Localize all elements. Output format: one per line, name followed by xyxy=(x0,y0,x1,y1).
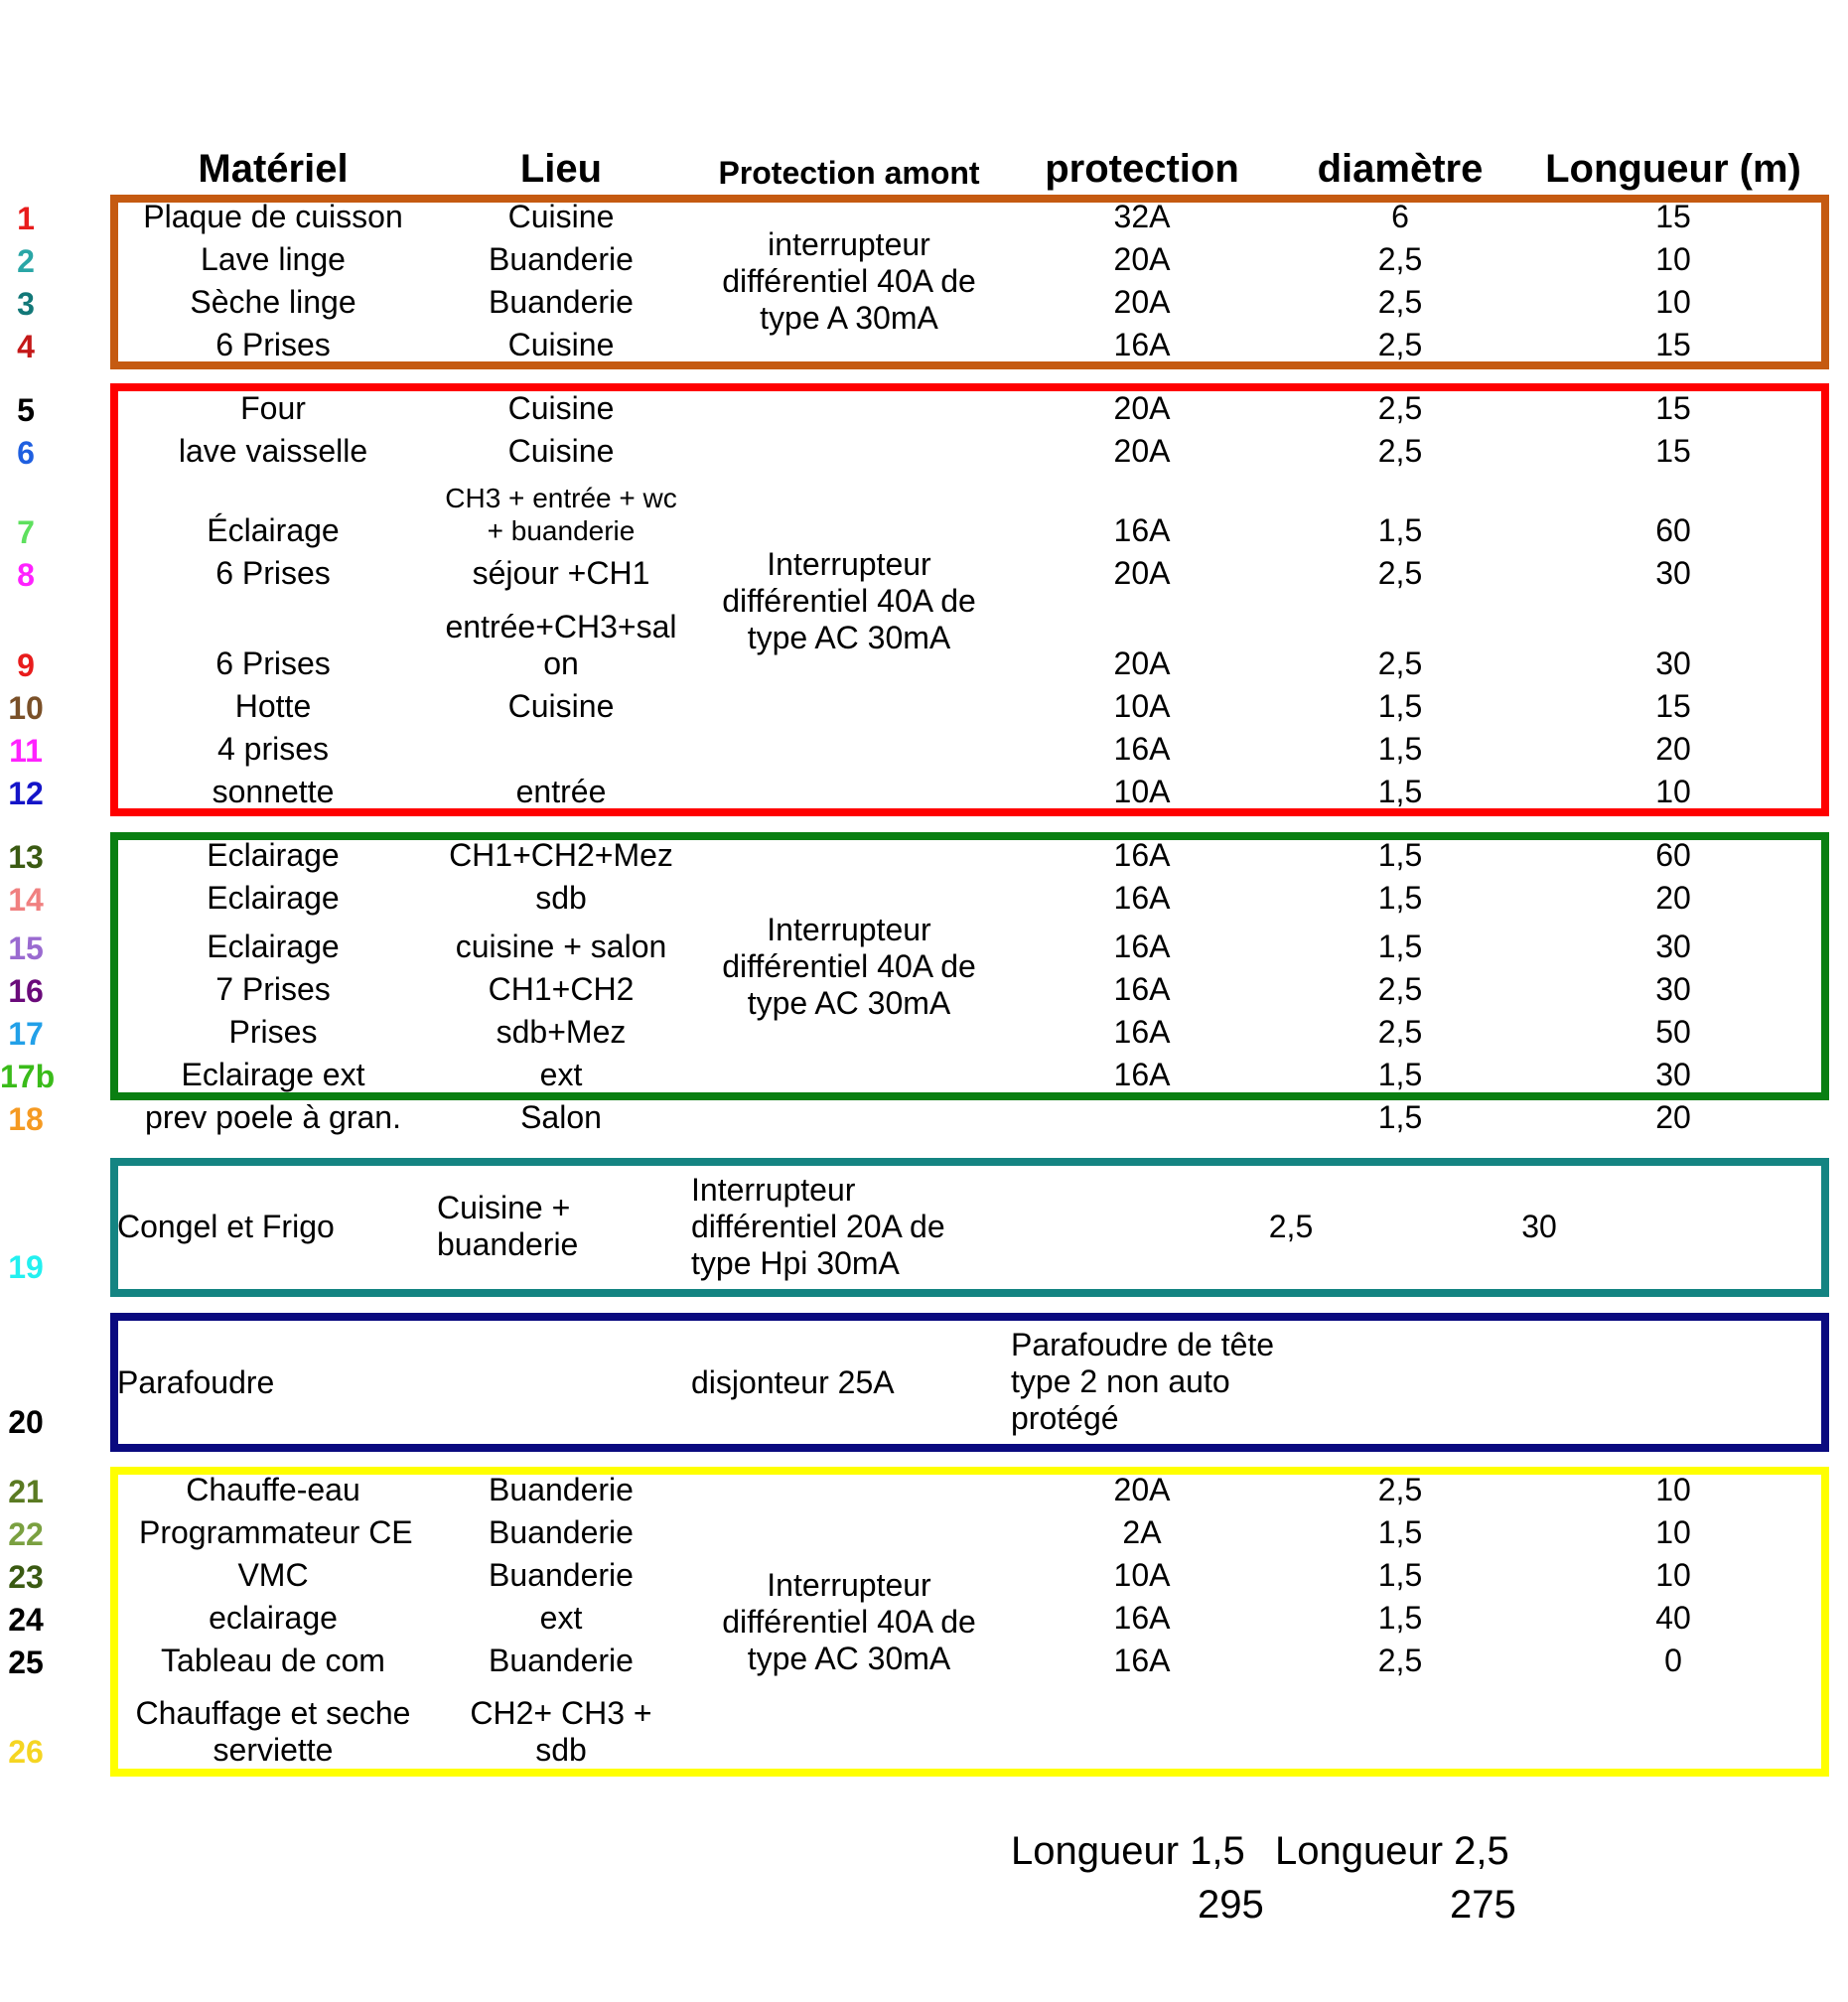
row-8-materiel: 6 Prises xyxy=(215,555,331,591)
row-9-materiel: 6 Prises xyxy=(215,645,331,681)
row-20-number: 20 xyxy=(8,1404,44,1440)
row-13-number: 13 xyxy=(8,839,44,875)
row-14-materiel: Eclairage xyxy=(207,880,340,916)
row-24-longueur: 40 xyxy=(1655,1600,1691,1636)
row-18-number: 18 xyxy=(8,1101,44,1137)
row-11-protection: 16A xyxy=(1113,731,1171,767)
row-23-longueur: 10 xyxy=(1655,1557,1691,1593)
row-5-longueur: 15 xyxy=(1655,390,1691,426)
row-13-lieu: CH1+CH2+Mez xyxy=(449,837,673,873)
row-2-number: 2 xyxy=(17,243,35,279)
row-26-materiel: Chauffage et seche serviette xyxy=(135,1695,411,1768)
row-22-lieu: Buanderie xyxy=(489,1514,634,1550)
row-16-lieu: CH1+CH2 xyxy=(488,971,635,1007)
row-2-diametre: 2,5 xyxy=(1377,241,1423,277)
row-8-protection: 20A xyxy=(1113,555,1171,591)
row-2-longueur: 10 xyxy=(1655,241,1691,277)
row-9-diametre: 2,5 xyxy=(1377,645,1423,681)
row-11-longueur: 20 xyxy=(1655,731,1691,767)
row-16-diametre: 2,5 xyxy=(1377,971,1423,1007)
row-1-protection: 32A xyxy=(1113,199,1171,234)
row-2-lieu: Buanderie xyxy=(489,241,634,277)
row-17-longueur: 50 xyxy=(1655,1014,1691,1050)
row-16-number: 16 xyxy=(8,973,44,1009)
row-15-longueur: 30 xyxy=(1655,929,1691,964)
protection-amont-group-2: Interrupteur différentiel 40A de type AC 30mA xyxy=(722,546,976,655)
protection-amont-group-1: interrupteur différentiel 40A de type A 30mA xyxy=(722,226,976,336)
row-6-protection: 20A xyxy=(1113,433,1171,469)
row-17-diametre: 2,5 xyxy=(1377,1014,1423,1050)
row-21-lieu: Buanderie xyxy=(489,1472,634,1507)
row-4-diametre: 2,5 xyxy=(1377,327,1423,362)
row-12-materiel: sonnette xyxy=(212,774,335,809)
row-20-materiel: Parafoudre xyxy=(117,1364,275,1400)
row-16-longueur: 30 xyxy=(1655,971,1691,1007)
row-22-number: 22 xyxy=(8,1516,44,1552)
row-15-materiel: Eclairage xyxy=(207,929,340,964)
row-6-number: 6 xyxy=(17,435,35,471)
row-10-materiel: Hotte xyxy=(234,688,312,724)
row-14-lieu: sdb xyxy=(535,880,587,916)
header-materiel: Matériel xyxy=(198,147,349,191)
group-box-5 xyxy=(110,1313,1829,1452)
row-9-longueur: 30 xyxy=(1655,645,1691,681)
row-10-longueur: 15 xyxy=(1655,688,1691,724)
row-6-lieu: Cuisine xyxy=(507,433,615,469)
row-10-lieu: Cuisine xyxy=(507,688,615,724)
row-25-protection: 16A xyxy=(1113,1643,1171,1678)
row-11-number: 11 xyxy=(9,733,43,769)
row-18-materiel: prev poele à gran. xyxy=(145,1099,401,1135)
row-14-longueur: 20 xyxy=(1655,880,1691,916)
row-15-diametre: 1,5 xyxy=(1377,929,1423,964)
protection-amont-group-6: Interrupteur différentiel 40A de type AC 30mA xyxy=(722,1567,976,1676)
row-9-lieu: entrée+CH3+salon xyxy=(445,609,677,681)
row-18-diametre: 1,5 xyxy=(1377,1099,1423,1135)
row-21-longueur: 10 xyxy=(1655,1472,1691,1507)
row-19-materiel: Congel et Frigo xyxy=(117,1209,335,1244)
row-4-protection: 16A xyxy=(1113,327,1171,362)
row-3-materiel: Sèche linge xyxy=(190,284,356,320)
row-17-protection: 16A xyxy=(1113,1014,1171,1050)
row-12-number: 12 xyxy=(8,776,44,811)
row-4-lieu: Cuisine xyxy=(507,327,615,362)
row-2-materiel: Lave linge xyxy=(201,241,346,277)
row-18-lieu: Salon xyxy=(520,1099,602,1135)
row-21-protection: 20A xyxy=(1113,1472,1171,1507)
row-24-diametre: 1,5 xyxy=(1377,1600,1423,1636)
row-22-materiel: Programmateur CE xyxy=(139,1514,413,1550)
row-5-materiel: Four xyxy=(240,390,306,426)
row-15-protection: 16A xyxy=(1113,929,1171,964)
row-9-protection: 20A xyxy=(1113,645,1171,681)
row-25-diametre: 2,5 xyxy=(1377,1643,1423,1678)
row-7-diametre: 1,5 xyxy=(1377,512,1423,548)
row-10-protection: 10A xyxy=(1113,688,1171,724)
row-3-number: 3 xyxy=(17,286,35,322)
row-6-diametre: 2,5 xyxy=(1377,433,1423,469)
row-4-longueur: 15 xyxy=(1655,327,1691,362)
row-23-diametre: 1,5 xyxy=(1377,1557,1423,1593)
total-length-1-5-value: 295 xyxy=(1198,1883,1264,1927)
row-9-number: 9 xyxy=(17,647,35,683)
protection-amont-group-4: Interrupteur différentiel 20A de type Hpi 30mA xyxy=(691,1172,945,1281)
total-length-2-5-value: 275 xyxy=(1450,1883,1516,1927)
header-protection: protection xyxy=(1045,147,1239,191)
row-6-materiel: lave vaisselle xyxy=(178,433,368,469)
row-12-longueur: 10 xyxy=(1655,774,1691,809)
row-24-lieu: ext xyxy=(539,1600,583,1636)
row-5-diametre: 2,5 xyxy=(1377,390,1423,426)
row-16-protection: 16A xyxy=(1113,971,1171,1007)
total-length-2-5-label: Longueur 2,5 xyxy=(1275,1829,1509,1873)
row-12-lieu: entrée xyxy=(515,774,607,809)
row-26-lieu: CH2+ CH3 + sdb xyxy=(470,1695,652,1768)
row-13-longueur: 60 xyxy=(1655,837,1691,873)
row-8-number: 8 xyxy=(17,557,35,593)
row-20-protection: Parafoudre de tête type 2 non auto protégé xyxy=(1011,1327,1275,1436)
row-5-lieu: Cuisine xyxy=(507,390,615,426)
row-3-longueur: 10 xyxy=(1655,284,1691,320)
row-14-number: 14 xyxy=(8,882,44,918)
row-17b-protection: 16A xyxy=(1113,1057,1171,1092)
row-24-materiel: eclairage xyxy=(209,1600,338,1636)
row-5-number: 5 xyxy=(17,392,35,428)
header-diametre: diamètre xyxy=(1317,147,1484,191)
row-17b-materiel: Eclairage ext xyxy=(181,1057,365,1092)
header-lieu: Lieu xyxy=(519,147,603,191)
row-22-protection: 2A xyxy=(1122,1514,1162,1550)
row-21-materiel: Chauffe-eau xyxy=(186,1472,360,1507)
row-25-number: 25 xyxy=(8,1644,44,1680)
row-8-lieu: séjour +CH1 xyxy=(472,555,650,591)
row-4-materiel: 6 Prises xyxy=(215,327,331,362)
row-17b-longueur: 30 xyxy=(1655,1057,1691,1092)
protection-amont-group-5: disjonteur 25A xyxy=(691,1364,895,1400)
row-8-longueur: 30 xyxy=(1655,555,1691,591)
row-15-number: 15 xyxy=(8,930,44,966)
row-12-protection: 10A xyxy=(1113,774,1171,809)
row-11-diametre: 1,5 xyxy=(1377,731,1423,767)
row-19-lieu: Cuisine + buanderie xyxy=(437,1190,579,1262)
row-1-materiel: Plaque de cuisson xyxy=(143,199,403,234)
row-17-number: 17 xyxy=(8,1016,44,1052)
row-16-materiel: 7 Prises xyxy=(215,971,331,1007)
row-7-number: 7 xyxy=(17,514,35,550)
row-15-lieu: cuisine + salon xyxy=(455,929,667,964)
row-17-materiel: Prises xyxy=(228,1014,318,1050)
row-18-longueur: 20 xyxy=(1655,1099,1691,1135)
row-23-number: 23 xyxy=(8,1559,44,1595)
row-26-number: 26 xyxy=(8,1734,44,1770)
row-23-materiel: VMC xyxy=(237,1557,309,1593)
row-11-materiel: 4 prises xyxy=(216,731,330,767)
row-7-lieu: CH3 + entrée + wc + buanderie xyxy=(445,483,677,546)
row-13-materiel: Eclairage xyxy=(207,837,340,873)
row-2-protection: 20A xyxy=(1113,241,1171,277)
row-24-number: 24 xyxy=(8,1602,44,1638)
row-17b-lieu: ext xyxy=(539,1057,583,1092)
row-5-protection: 20A xyxy=(1113,390,1171,426)
row-1-diametre: 6 xyxy=(1391,199,1409,234)
row-23-protection: 10A xyxy=(1113,1557,1171,1593)
row-25-lieu: Buanderie xyxy=(489,1643,634,1678)
row-3-diametre: 2,5 xyxy=(1377,284,1423,320)
row-12-diametre: 1,5 xyxy=(1377,774,1423,809)
row-19-longueur: 30 xyxy=(1521,1209,1557,1244)
row-10-number: 10 xyxy=(8,690,44,726)
row-21-diametre: 2,5 xyxy=(1377,1472,1423,1507)
row-17b-number: 17b xyxy=(0,1059,56,1094)
total-length-1-5-label: Longueur 1,5 xyxy=(1011,1829,1245,1873)
row-8-diametre: 2,5 xyxy=(1377,555,1423,591)
row-7-protection: 16A xyxy=(1113,512,1171,548)
row-1-lieu: Cuisine xyxy=(507,199,615,234)
row-10-diametre: 1,5 xyxy=(1377,688,1423,724)
row-1-number: 1 xyxy=(17,201,35,236)
row-13-protection: 16A xyxy=(1113,837,1171,873)
row-17b-diametre: 1,5 xyxy=(1377,1057,1423,1092)
row-14-diametre: 1,5 xyxy=(1377,880,1423,916)
row-21-number: 21 xyxy=(8,1474,44,1509)
row-4-number: 4 xyxy=(17,329,35,364)
row-3-lieu: Buanderie xyxy=(489,284,634,320)
row-19-diametre: 2,5 xyxy=(1268,1209,1314,1244)
row-25-longueur: 0 xyxy=(1664,1643,1682,1678)
row-1-longueur: 15 xyxy=(1655,199,1691,234)
row-22-longueur: 10 xyxy=(1655,1514,1691,1550)
row-13-diametre: 1,5 xyxy=(1377,837,1423,873)
row-22-diametre: 1,5 xyxy=(1377,1514,1423,1550)
row-24-protection: 16A xyxy=(1113,1600,1171,1636)
row-23-lieu: Buanderie xyxy=(489,1557,634,1593)
row-6-longueur: 15 xyxy=(1655,433,1691,469)
row-14-protection: 16A xyxy=(1113,880,1171,916)
protection-amont-group-3: Interrupteur différentiel 40A de type AC 30mA xyxy=(722,912,976,1021)
row-7-materiel: Éclairage xyxy=(207,512,340,548)
row-17-lieu: sdb+Mez xyxy=(496,1014,627,1050)
row-3-protection: 20A xyxy=(1113,284,1171,320)
header-longueur: Longueur (m) xyxy=(1545,147,1801,191)
header-protection-amont: Protection amont xyxy=(718,155,980,191)
row-25-materiel: Tableau de com xyxy=(161,1643,385,1678)
row-7-longueur: 60 xyxy=(1655,512,1691,548)
row-19-number: 19 xyxy=(8,1249,44,1285)
